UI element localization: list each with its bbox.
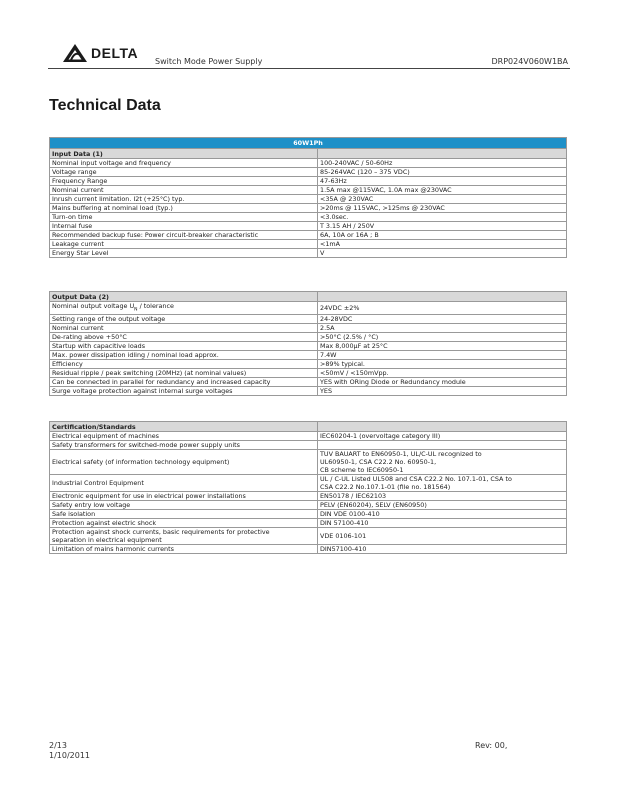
table-row	[50, 186, 567, 195]
parameter-cell: Industrial Control Equipment	[50, 475, 318, 492]
parameter-cell: Nominal current	[50, 324, 318, 333]
delta-logo	[62, 42, 138, 64]
parameter-cell: Efficiency	[50, 360, 318, 369]
table-row	[50, 519, 567, 528]
parameter-cell: Nominal input voltage and frequency	[50, 159, 318, 168]
value-cell: PELV (EN60204), SELV (EN60950)	[318, 501, 567, 510]
parameter-cell: Electronic equipment for use in electrical power installations	[50, 492, 318, 501]
table-row	[50, 177, 567, 186]
parameter-cell: Setting range of the output voltage	[50, 315, 318, 324]
value-cell: 7.4W	[318, 351, 567, 360]
value-line: UL / C-UL Listed UL508 and CSA C22.2 No. 107.1-01, CSA to	[320, 475, 512, 483]
parameter-cell: Nominal current	[50, 186, 318, 195]
table-row	[50, 333, 567, 342]
parameter-cell: De-rating above +50°C	[50, 333, 318, 342]
table-row	[50, 213, 567, 222]
parameter-cell: Safe isolation	[50, 510, 318, 519]
section-heading: Certification/Standards	[50, 422, 318, 432]
value-cell: >50°C (2.5% / °C)	[318, 333, 567, 342]
parameter-cell: Max. power dissipation idling / nominal load approx.	[50, 351, 318, 360]
parameter-cell: Inrush current limitation. I2t (+25°C) typ.	[50, 195, 318, 204]
value-cell: T 3.15 AH / 250V	[318, 222, 567, 231]
table-row	[50, 545, 567, 554]
table-row	[50, 324, 567, 333]
table-row	[50, 159, 567, 168]
page-footer	[49, 741, 90, 761]
value-cell	[318, 475, 567, 492]
value-cell: 85-264VAC (120 – 375 VDC)	[318, 168, 567, 177]
document-type: Switch Mode Power Supply	[155, 57, 263, 66]
parameter-text: / tolerance	[137, 302, 174, 310]
parameter-cell: Residual ripple / peak switching (20MHz) (at nominal values)	[50, 369, 318, 378]
value-cell: 1.5A max @115VAC, 1.0A max @230VAC	[318, 186, 567, 195]
value-cell: <3.0sec.	[318, 213, 567, 222]
section-heading-blank	[318, 292, 567, 302]
value-cell: DIN 57100-410	[318, 519, 567, 528]
parameter-cell: Limitation of mains harmonic currents	[50, 545, 318, 554]
value-cell	[318, 441, 567, 450]
value-cell: 100-240VAC / 50-60Hz	[318, 159, 567, 168]
output-data-table	[49, 291, 567, 396]
table-row	[50, 475, 567, 492]
value-line: CB scheme to IEC60950-1	[320, 466, 404, 474]
table-row	[50, 302, 567, 315]
value-cell	[318, 450, 567, 475]
table-row	[50, 342, 567, 351]
table-row	[50, 315, 567, 324]
table-row	[50, 249, 567, 258]
value-cell: <1mA	[318, 240, 567, 249]
value-cell: EN50178 / IEC62103	[318, 492, 567, 501]
parameter-cell: Mains buffering at nominal load (typ.)	[50, 204, 318, 213]
parameter-cell: Can be connected in parallel for redundancy and increased capacity	[50, 378, 318, 387]
value-cell: DIN VDE 0100-410	[318, 510, 567, 519]
value-cell: 6A, 10A or 16A ; B	[318, 231, 567, 240]
table-row	[50, 441, 567, 450]
brand-name: DELTA	[91, 45, 139, 61]
value-cell: VDE 0106-101	[318, 528, 567, 545]
page-header	[48, 40, 570, 68]
table-row	[50, 360, 567, 369]
value-cell: IEC60204-1 (overvoltage category III)	[318, 432, 567, 441]
parameter-cell: Internal fuse	[50, 222, 318, 231]
parameter-line: separation in electrical equipment	[52, 536, 162, 544]
parameter-cell: Recommended backup fuse: Power circuit-breaker characteristic	[50, 231, 318, 240]
table-row	[50, 168, 567, 177]
table-row	[50, 492, 567, 501]
document-date: 1/10/2011	[49, 751, 91, 760]
revision: Rev: 00,	[475, 741, 508, 750]
value-cell: >20ms @ 115VAC, >125ms @ 230VAC	[318, 204, 567, 213]
table-row	[50, 528, 567, 545]
section-heading-blank	[318, 422, 567, 432]
table-row	[50, 378, 567, 387]
input-data-table	[49, 137, 567, 258]
model-number: DRP024V060W1BA	[491, 57, 568, 66]
table-row	[50, 204, 567, 213]
table-row	[50, 387, 567, 396]
parameter-cell: Energy Star Level	[50, 249, 318, 258]
table-row	[50, 222, 567, 231]
value-cell: 2.5A	[318, 324, 567, 333]
parameter-cell: Leakage current	[50, 240, 318, 249]
section-band-title: 60W1Ph	[50, 138, 567, 149]
value-line: UL60950-1, CSA C22.2 No. 60950-1,	[320, 458, 437, 466]
value-cell: >89% typical.	[318, 360, 567, 369]
parameter-cell: Electrical safety (of information technology equipment)	[50, 450, 318, 475]
table-row	[50, 510, 567, 519]
value-line: CSA C22.2 No.107.1-01 (file no. 181564)	[320, 483, 451, 491]
value-cell: 47-63Hz	[318, 177, 567, 186]
value-cell: <50mV / <150mVpp.	[318, 369, 567, 378]
value-cell: YES with ORing Diode or Redundancy module	[318, 378, 567, 387]
value-cell: Max 8,000µF at 25°C	[318, 342, 567, 351]
table-row	[50, 240, 567, 249]
page-title: Technical Data	[49, 97, 161, 114]
parameter-cell: Voltage range	[50, 168, 318, 177]
certification-table	[49, 421, 567, 554]
parameter-cell: Frequency Range	[50, 177, 318, 186]
parameter-cell: Protection against electric shock	[50, 519, 318, 528]
value-cell: DIN57100-410	[318, 545, 567, 554]
value-cell: 24-28VDC	[318, 315, 567, 324]
value-line: TUV BAUART to EN60950-1, UL/C-UL recognized to	[320, 450, 482, 458]
table-row	[50, 231, 567, 240]
value-cell: V	[318, 249, 567, 258]
table-row	[50, 351, 567, 360]
parameter-cell: Turn-on time	[50, 213, 318, 222]
parameter-text: N	[134, 307, 138, 313]
parameter-cell	[50, 302, 318, 315]
table-row	[50, 195, 567, 204]
parameter-cell: Safety transformers for switched-mode power supply units	[50, 441, 318, 450]
table-row	[50, 450, 567, 475]
parameter-text: Nominal output voltage U	[52, 302, 135, 310]
table-row	[50, 369, 567, 378]
value-cell: YES	[318, 387, 567, 396]
delta-triangle-icon	[62, 43, 88, 63]
value-cell: <35A @ 230VAC	[318, 195, 567, 204]
page-number: 2/13	[49, 741, 67, 750]
table-row	[50, 501, 567, 510]
parameter-cell	[50, 528, 318, 545]
table-row	[50, 432, 567, 441]
value-cell: 24VDC ±2%	[318, 302, 567, 315]
parameter-cell: Electrical equipment of machines	[50, 432, 318, 441]
parameter-cell: Safety entry low voltage	[50, 501, 318, 510]
section-heading: Output Data (2)	[50, 292, 318, 302]
parameter-line: Protection against shock currents, basic requirements for protective	[52, 528, 270, 536]
header-divider	[48, 68, 570, 69]
section-heading-blank	[318, 149, 567, 159]
parameter-cell: Surge voltage protection against internal surge voltages	[50, 387, 318, 396]
section-heading: Input Data (1)	[50, 149, 318, 159]
parameter-cell: Startup with capacitive loads	[50, 342, 318, 351]
